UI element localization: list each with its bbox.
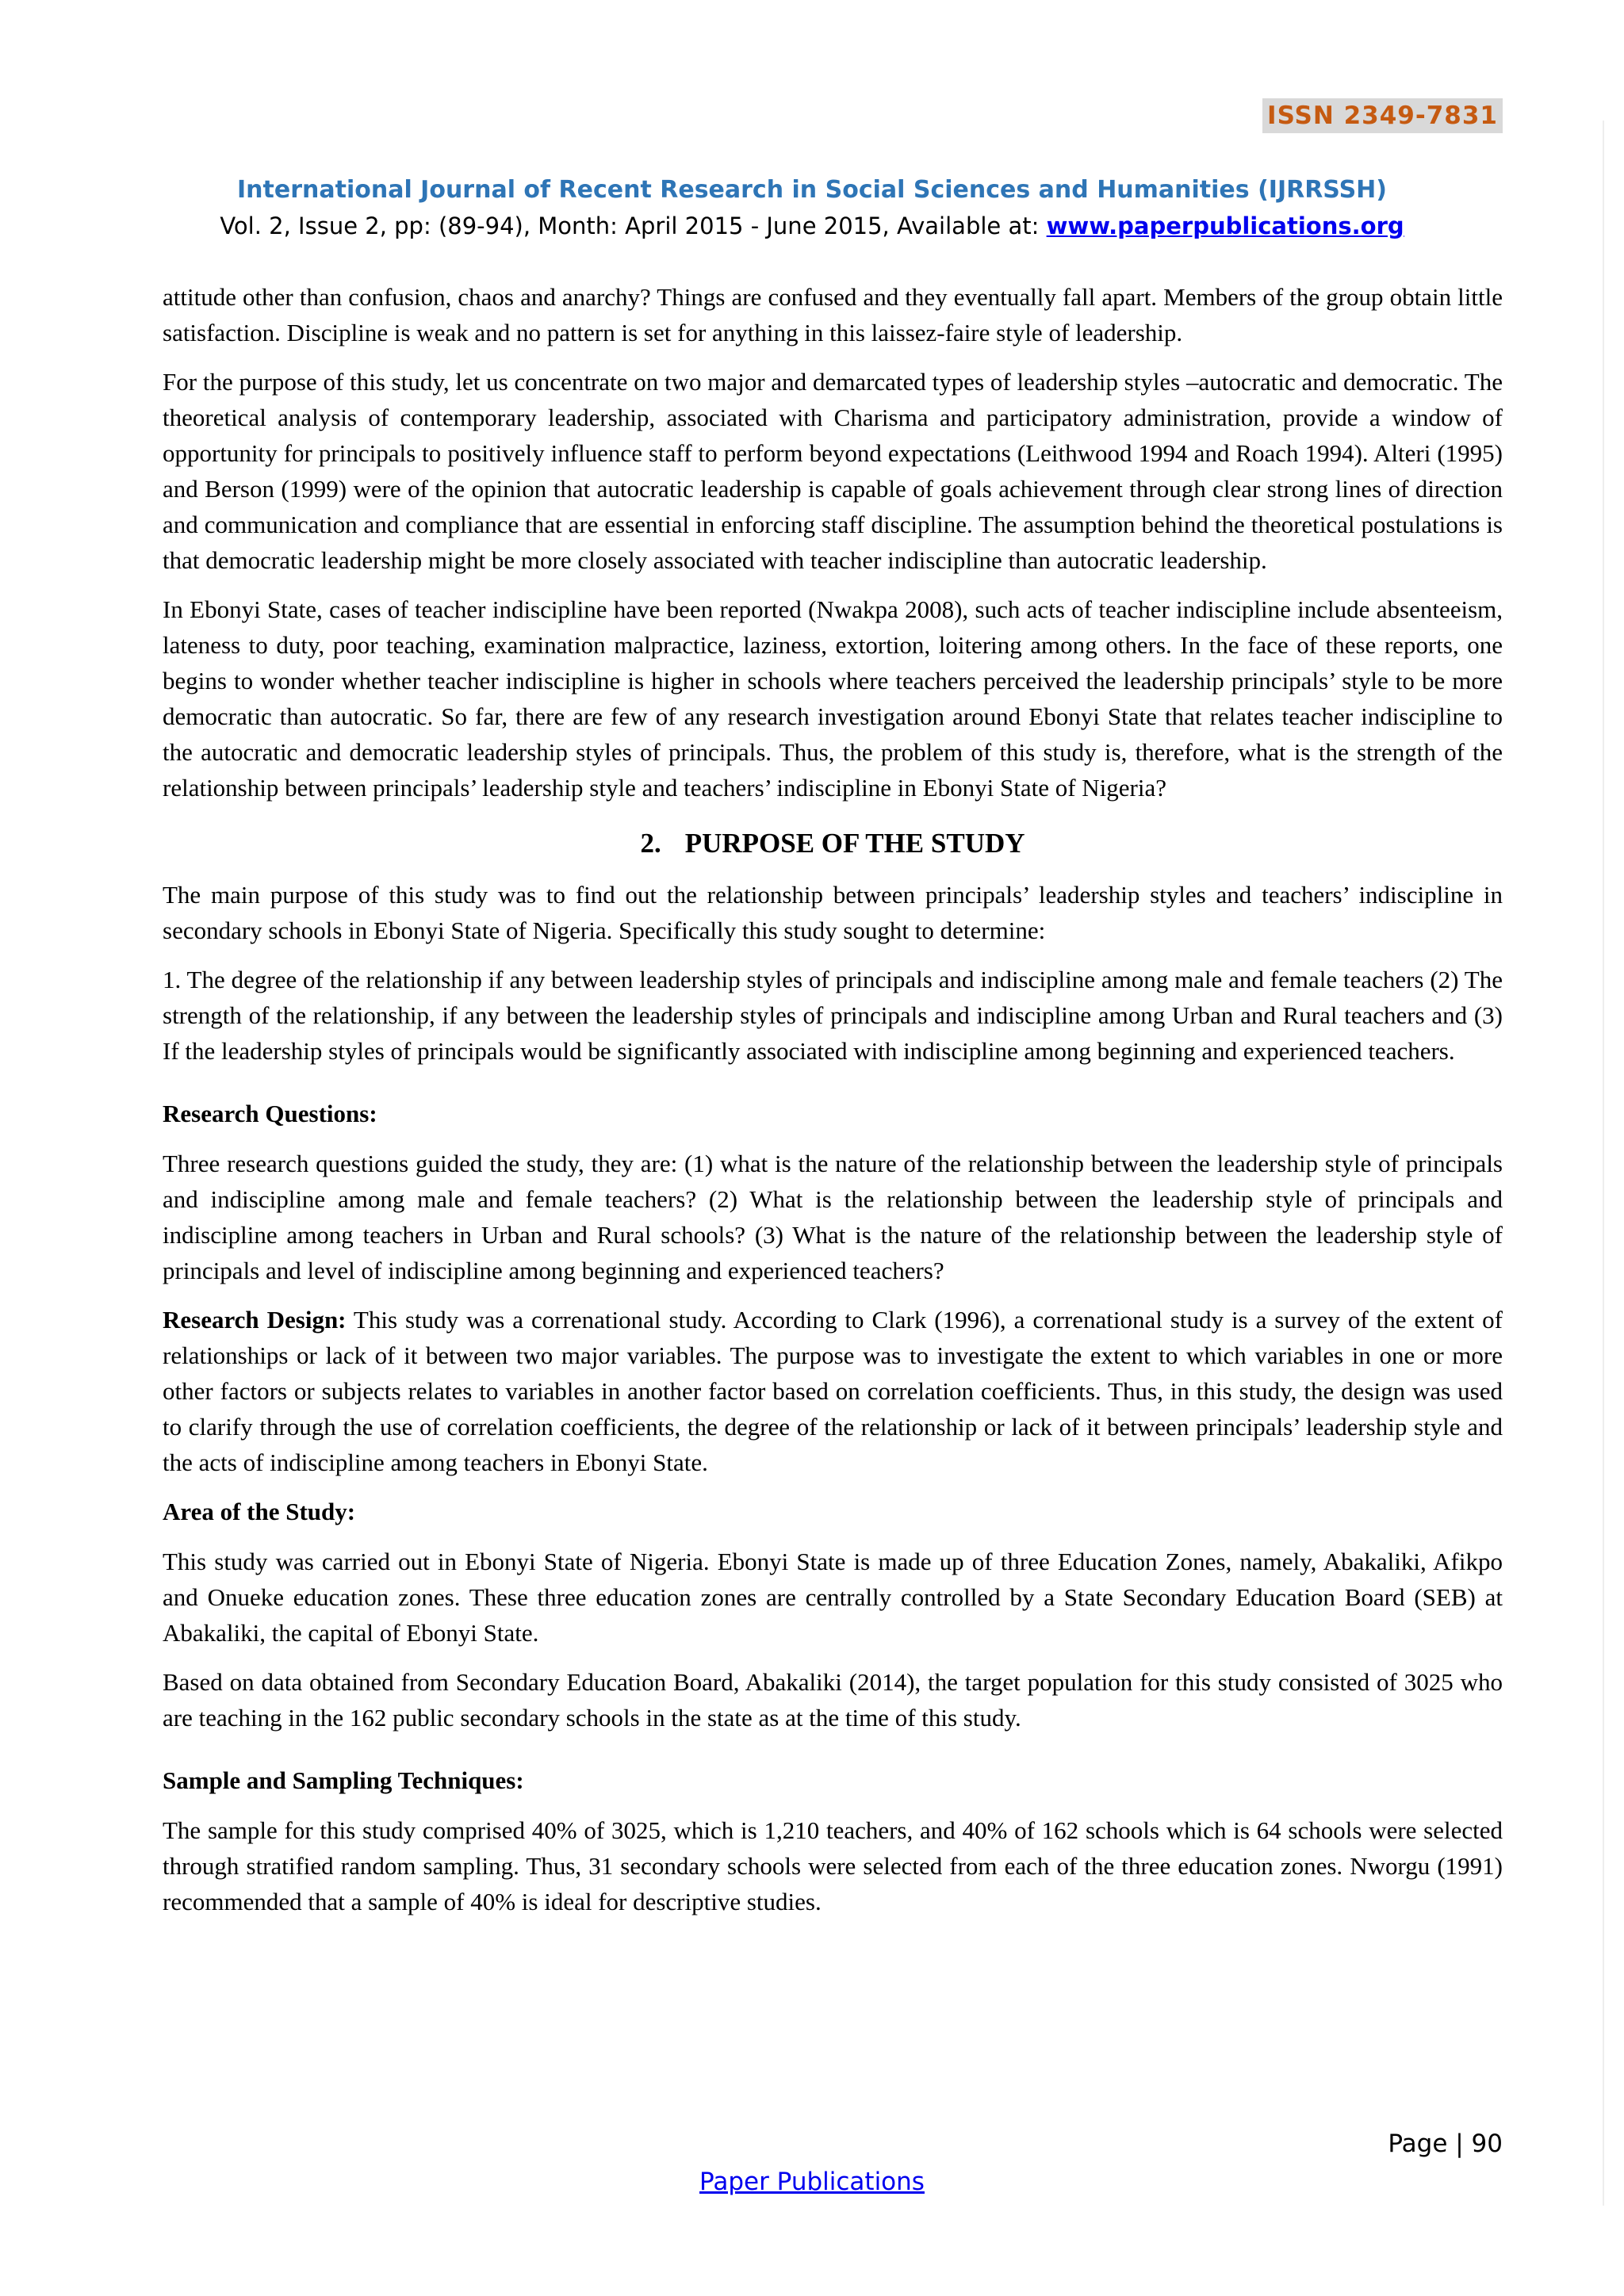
paragraph: Three research questions guided the study, they are: (1) what is the nature of the relationship between the leadership style of principals and indiscipline among male and female teachers? (2) What is the relationship between the leadership style of principals and indiscipline among teachers in Urban and Rural schools? (3) What is the nature of the relationship between the leadership style of principals and level of indiscipline among beginning and experienced teachers? [163,1150,1503,1284]
paragraph: Based on data obtained from Secondary Education Board, Abakaliki (2014), the target population for this study consisted of 3025 who are teaching in the 162 public secondary schools in the state as at the time of this study. [163,1668,1503,1732]
paragraph: This study was carried out in Ebonyi State of Nigeria. Ebonyi State is made up of three Education Zones, namely, Abakaliki, Afikpo and Onueke education zones. These three education zones are centrally controlled by a State Secondary Education Board (SEB) at Abakaliki, the capital of Ebonyi State. [163,1548,1503,1647]
subheading-sample: Sample and Sampling Techniques: [163,1766,524,1794]
paragraph: The main purpose of this study was to find out the relationship between principals’ leadership styles and teachers’ indiscipline in secondary schools in Ebonyi State of Nigeria. Specifically this study sought to determine: [163,881,1503,944]
research-design-text: This study was a correnational study. According to Clark (1996), a correnational study is a survey of the extent of relationships or lack of it between two major variables. The purpose was to investigate the extent to which variables in one or more other factors or subjects relates to variables in another factor based on correlation coefficients. Thus, in this study, the design was used to clarify through the use of correlation coefficients, the degree of the relationship or lack of it between principals’ leadership style and the acts of indiscipline among teachers in Ebonyi State. [163,1306,1503,1476]
paragraph-research-design [163,1302,1503,1480]
paragraph: attitude other than confusion, chaos and anarchy? Things are confused and they eventually fall apart. Members of the group obtain little satisfaction. Discipline is weak and no pattern is set for anything in this laissez-faire style of leadership. [163,283,1503,346]
section-number: 2. [640,828,661,859]
page-number: Page | 90 [1388,2130,1503,2158]
subheading-area-of-study: Area of the Study: [163,1498,356,1525]
page-edge-rule [1603,121,1604,2206]
paragraph: 1. The degree of the relationship if any between leadership styles of principals and indiscipline among male and female teachers (2) The strength of the relationship, if any between the leadership styles of principals and indiscipline among Urban and Rural teachers and (3) If the leadership styles of principals would be significantly associated with indiscipline among beginning and experienced teachers. [163,966,1503,1065]
journal-title: International Journal of Recent Research in Social Sciences and Humanities (IJRRSSH) [237,176,1387,204]
article-body [163,279,1503,1933]
issn-badge: ISSN 2349-7831 [1262,98,1503,133]
paragraph: The sample for this study comprised 40% of 3025, which is 1,210 teachers, and 40% of 162 schools which is 64 schools were selected through stratified random sampling. Thus, 31 secondary schools were selected from each of the three education zones. Nworgu (1991) recommended that a sample of 40% is ideal for descriptive studies. [163,1816,1503,1915]
section-heading-purpose [163,825,1503,863]
section-title: PURPOSE OF THE STUDY [684,828,1025,859]
issue-line [0,208,1624,244]
paragraph: For the purpose of this study, let us concentrate on two major and demarcated types of leadership styles –autocratic and democratic. The theoretical analysis of contemporary leadership, associated with Charisma and participatory administration, provide a window of opportunity for principals to positively influence staff to perform beyond expectations (Leithwood 1994 and Roach 1994). Alteri (1995) and Berson (1999) were of the opinion that autocratic leadership is capable of goals achievement through clear strong lines of direction and communication and compliance that are essential in enforcing staff discipline. The assumption behind the theoretical postulations is that democratic leadership might be more closely associated with teacher indiscipline than autocratic leadership. [163,368,1503,574]
website-link[interactable]: www.paperpublications.org [1046,212,1404,239]
subheading-research-questions: Research Questions: [163,1100,377,1127]
publisher-link[interactable]: Paper Publications [699,2168,925,2196]
issue-info: Vol. 2, Issue 2, pp: (89-94), Month: April 2015 - June 2015, Available at: [220,212,1047,239]
paragraph: In Ebonyi State, cases of teacher indiscipline have been reported (Nwakpa 2008), such acts of teacher indiscipline include absenteeism, lateness to duty, poor teaching, examination malpractice, laziness, extortion, loitering among others. In the face of these reports, one begins to wonder whether teacher indiscipline is higher in schools where teachers perceived the leadership principals’ style to be more democratic than autocratic. So far, there are few of any research investigation around Ebonyi State that relates teacher indiscipline to the autocratic and democratic leadership styles of principals. Thus, the problem of this study is, therefore, what is the strength of the relationship between principals’ leadership style and teachers’ indiscipline in Ebonyi State of Nigeria? [163,595,1503,802]
inline-heading-research-design: Research Design: [163,1306,347,1334]
